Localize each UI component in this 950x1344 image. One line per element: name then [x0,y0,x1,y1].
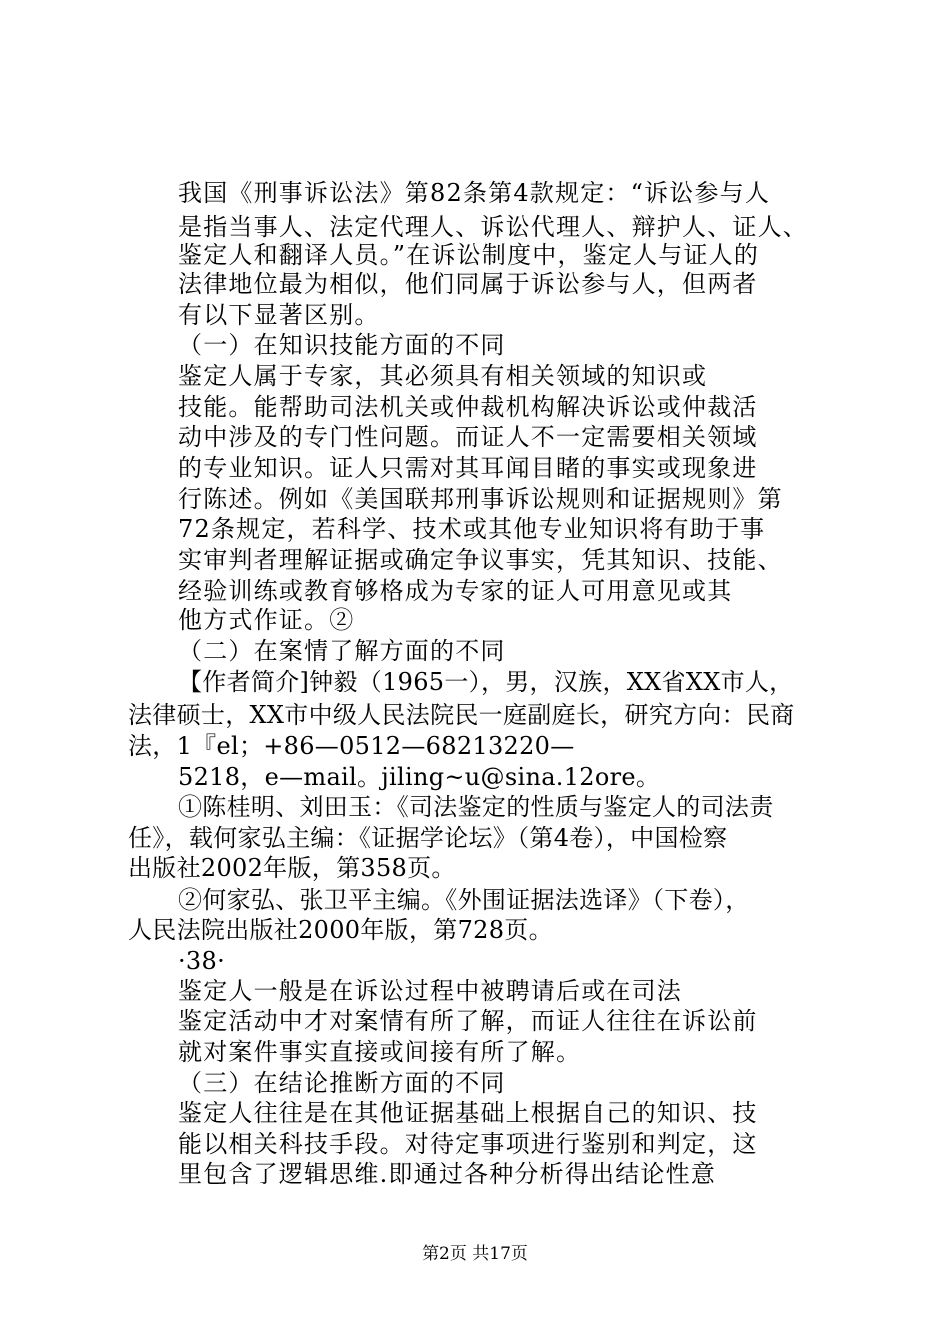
body-line: 鉴定人往往是在其他证据基础上根据自己的知识、技 [178,1099,758,1127]
footnote-line: 任》，载何家弘主编：《证据学论坛》（第4卷），中国检察 [128,824,728,852]
section-heading: （一）在知识技能方面的不同 [178,331,506,359]
body-line: 我国《刑事诉讼法》第82条第4款规定：“诉讼参与人 [178,179,771,207]
footnote-line: ②何家弘、张卫平主编。《外围证据法选译》（下卷）， [178,886,750,914]
body-line: 鉴定人属于专家，其必须具有相关领域的知识或 [178,362,708,390]
author-note-line: 法，1『el；+86—0512—68213220— [128,732,575,760]
footnote-line: ①陈桂明、刘田玉：《司法鉴定的性质与鉴定人的司法责 [178,793,774,821]
body-line: 72条规定，若科学、技术或其他专业知识将有助于事 [178,515,766,543]
body-line: 鉴定活动中才对案情有所了解，而证人往往在诉讼前 [178,1007,758,1035]
body-line: 行陈述。例如《美国联邦刑事诉讼规则和证据规则》第 [178,485,783,513]
body-line: 实审判者理解证据或确定争议事实，凭其知识、技能、 [178,546,783,574]
body-line: 有以下显著区别。 [178,301,380,329]
author-note-line: 法律硕士，XX市中级人民法院民一庭副庭长，研究方向：民商 [128,701,795,729]
body-line: 动中涉及的专门性问题。而证人不一定需要相关领域 [178,423,758,451]
body-line: 经验训练或教育够格成为专家的证人可用意见或其 [178,577,733,605]
body-line: 鉴定人一般是在诉讼过程中被聘请后或在司法 [178,977,682,1005]
body-line: 他方式作证。② [178,606,355,634]
footnote-line: 人民法院出版社2000年版，第728页。 [128,916,553,944]
section-heading: （二）在案情了解方面的不同 [178,637,506,665]
body-line: 是指当事人、法定代理人、诉讼代理人、辩护人、证人、 [178,213,808,241]
page-number-footer: 第2页 共17页 [422,1244,528,1264]
body-line: 的专业知识。证人只需对其耳闻目睹的事实或现象进 [178,454,758,482]
footnote-line: 出版社2002年版，第358页。 [128,854,456,882]
author-note-line: 【作者简介]钟毅（1965一），男，汉族，XX省XX市人， [178,668,794,696]
body-line: 法律地位最为相似，他们同属于诉讼参与人，但两者 [178,270,758,298]
page-marker: ·38· [178,947,225,975]
body-line: 里包含了逻辑思维.即通过各种分析得出结论性意 [178,1160,717,1188]
body-line: 能以相关科技手段。对待定事项进行鉴别和判定，这 [178,1130,758,1158]
body-line: 鉴定人和翻译人员。”在诉讼制度中，鉴定人与证人的 [178,241,760,269]
body-line: 技能。能帮助司法机关或仲裁机构解决诉讼或仲裁活 [178,393,758,421]
section-heading: （三）在结论推断方面的不同 [178,1069,506,1097]
body-line: 就对案件事实直接或间接有所了解。 [178,1038,582,1066]
author-note-line: 5218，e—mail。jiling~u@sina.12ore。 [178,763,661,791]
